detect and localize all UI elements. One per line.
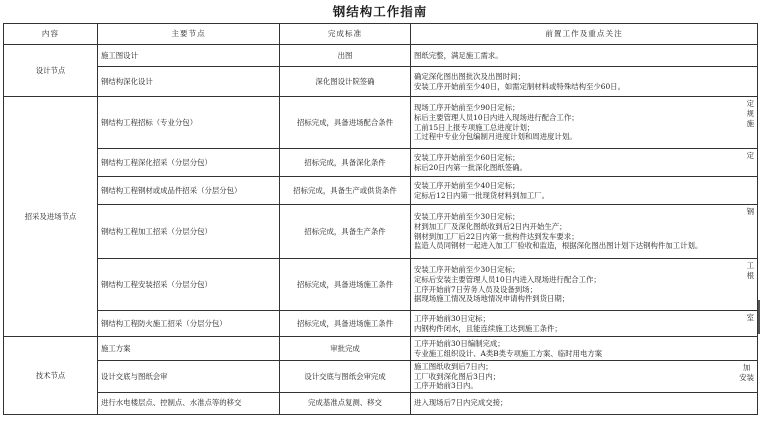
node-cell: 钢结构深化设计 — [98, 67, 280, 97]
node-cell: 钢结构工程加工招采（分层分包） — [98, 205, 280, 259]
focus-line: 工厂收到深化图后3日内； — [414, 371, 501, 381]
cut-off-text: 定 — [746, 151, 754, 160]
node-cell: 施工方案 — [98, 337, 280, 361]
focus-line: 安装工序开始前至少40日定标； — [414, 180, 520, 190]
cut-off-text: 室 — [746, 313, 754, 322]
standard-cell: 招标完成，具备生产或供货条件 — [280, 177, 411, 205]
node-cell: 钢结构工程安装招采（分层分包） — [98, 259, 280, 311]
focus-cell — [411, 361, 758, 393]
cut-off-text: 规 — [746, 109, 754, 118]
guide-table — [3, 23, 758, 415]
cut-off-text: 安装 — [739, 373, 754, 382]
node-cell: 进行水电楼层点、控制点、水准点等的移交 — [98, 392, 280, 414]
focus-line: 现场工序开始前至少90日定标； — [414, 103, 520, 113]
standard-cell: 设计交底与图纸会审完成 — [280, 361, 411, 393]
header-main-node: 主要节点 — [98, 24, 280, 45]
cut-off-text-column — [739, 363, 754, 383]
node-cell: 施工图设计 — [98, 45, 280, 67]
focus-cell — [411, 67, 758, 97]
cut-off-text: 加 — [742, 363, 751, 372]
focus-cell — [411, 97, 758, 149]
focus-cell — [411, 311, 758, 337]
focus-line: 标后20日内第一批深化图纸签确。 — [414, 162, 527, 172]
category-cell: 技术节点 — [4, 337, 98, 415]
header-focus: 前置工作及重点关注 — [411, 24, 758, 45]
node-cell: 钢结构工程防火施工招采（分层分包） — [98, 311, 280, 337]
cut-off-text-column — [747, 207, 754, 217]
focus-line: 确定深化图出图批次及出图时间； — [414, 71, 525, 81]
focus-line: 工过程中专业分包编制月进度计划和周进度计划。 — [414, 132, 577, 142]
focus-line: 工序开始前30日编制完成； — [414, 338, 505, 348]
category-cell: 设计节点 — [4, 45, 98, 97]
standard-cell: 出图 — [280, 45, 411, 67]
focus-line: 安装工序开始前至少30日定标； — [414, 265, 520, 275]
focus-line: 专业施工组织设计、A类B类专项施工方案、临时用电方案 — [414, 348, 603, 358]
cut-off-text: 定 — [746, 99, 754, 108]
focus-line: 工序开始前3日内。 — [414, 381, 478, 391]
cut-off-text-column — [747, 261, 754, 281]
standard-cell: 招标完成，具备深化条件 — [280, 149, 411, 177]
focus-line: 定标后安装主要管理人员10日内进入现场进行配合工作； — [414, 274, 601, 284]
focus-line: 安装工序开始前至少40日，如需定制材料或特殊结构至少60日。 — [414, 81, 625, 91]
standard-cell: 审批完成 — [280, 337, 411, 361]
cut-off-text-column — [747, 99, 754, 129]
cut-off-text-column — [747, 313, 754, 323]
focus-cell — [411, 149, 758, 177]
focus-cell — [411, 337, 758, 361]
cut-off-text: 施 — [746, 119, 754, 128]
focus-cell — [411, 205, 758, 259]
page-title: 钢结构工作指南 — [332, 4, 428, 19]
focus-line: 钢材到加工厂后22日内第一批构件达到发车要求； — [414, 231, 579, 241]
standard-cell: 招标完成，具备进场配合条件 — [280, 97, 411, 149]
standard-cell: 招标完成，具备生产条件 — [280, 205, 411, 259]
focus-line: 标后主要管理人员10日内进入现场进行配合工作； — [414, 112, 579, 122]
focus-line: 工前15日上报专项施工总进度计划； — [414, 122, 535, 132]
focus-line: 安装工序开始前至少30日定标； — [414, 212, 520, 222]
header-standard: 完成标准 — [280, 24, 411, 45]
focus-cell — [411, 45, 758, 67]
table-row — [4, 392, 758, 414]
focus-cell — [411, 177, 758, 205]
table-row — [4, 337, 758, 361]
standard-cell: 深化图设计院签确 — [280, 67, 411, 97]
cut-off-text-column — [747, 151, 754, 161]
table-row — [4, 149, 758, 177]
focus-line: 施工图纸收到后7日内； — [414, 362, 493, 371]
table-row — [4, 67, 758, 97]
focus-line: 工序开始前30日定标； — [414, 313, 490, 323]
standard-cell: 招标完成，具备进场施工条件 — [280, 259, 411, 311]
focus-cell — [411, 259, 758, 311]
table-row — [4, 205, 758, 259]
header-content: 内容 — [4, 24, 98, 45]
table-row — [4, 97, 758, 149]
node-cell: 设计交底与图纸会审 — [98, 361, 280, 393]
table-row — [4, 259, 758, 311]
focus-cell — [411, 392, 758, 414]
node-cell: 钢结构工程招标（专业分包） — [98, 97, 280, 149]
focus-line: 进入现场后7日内完成交接； — [414, 398, 508, 408]
header-row — [4, 24, 758, 45]
focus-line: 材到加工厂及深化图纸收到后2日内开始生产； — [414, 221, 567, 231]
focus-line: 定标后12日内第一批现货材料到加工厂。 — [414, 190, 550, 200]
cut-off-text: 工 — [746, 261, 754, 270]
focus-line: 安装工序开始前至少60日定标； — [414, 152, 520, 162]
table-row — [4, 361, 758, 393]
node-cell: 钢结构工程钢材或成品件招采（分层分包） — [98, 177, 280, 205]
focus-line: 监造人员同钢材一起进入加工厂验收和监造，根据深化图出图计划下达钢构件加工计划。 — [414, 241, 703, 251]
standard-cell: 完成基准点复测、移交 — [280, 392, 411, 414]
node-cell: 钢结构工程深化招采（分层分包） — [98, 149, 280, 177]
table-row — [4, 177, 758, 205]
standard-cell: 招标完成，具备进场施工条件 — [280, 311, 411, 337]
category-cell: 招采及进场节点 — [4, 97, 98, 337]
table-body — [4, 45, 758, 415]
focus-line: 图纸完整，满足施工需求。 — [414, 50, 503, 60]
table-row — [4, 311, 758, 337]
cut-off-text: 根 — [746, 271, 754, 280]
table-row — [4, 45, 758, 67]
focus-line: 工序开始前7日劳务人员及设备到场； — [414, 284, 537, 294]
focus-line: 内钢构件闭水，且能连续施工达到施工条件； — [414, 323, 562, 333]
focus-line: 据现场施工情况及场地情况申请构件到货日期； — [414, 294, 570, 304]
cut-off-text: 钢 — [746, 207, 754, 216]
